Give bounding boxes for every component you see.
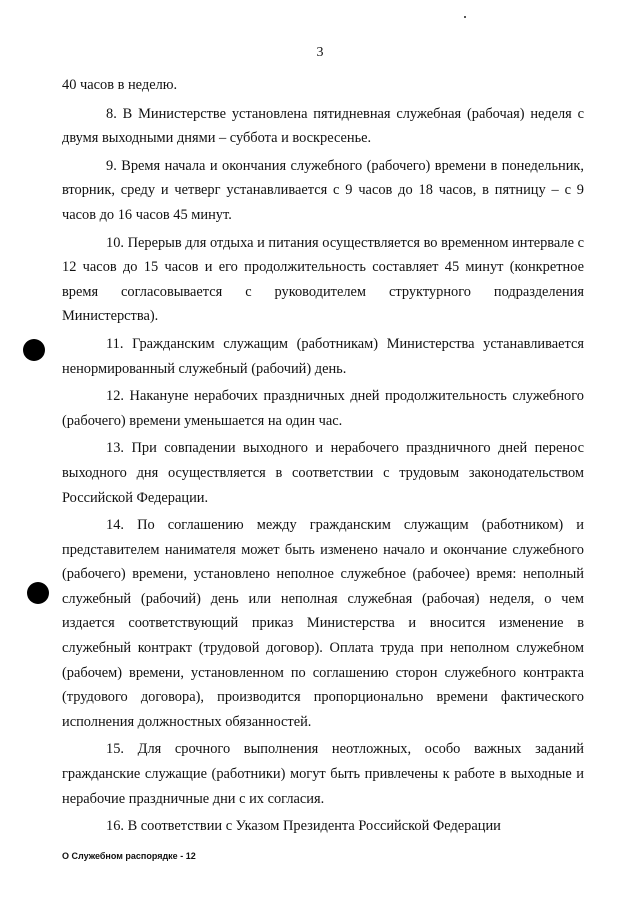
paragraph-15: 15. Для срочного выполнения неотложных, особо важных заданий гражданские служащие (работники) могут быть привлечены к работе в выходные и нерабочие праздничные дни с их согласия. [62,741,584,807]
scan-speck [464,16,466,18]
paragraph-11: 11. Гражданским служащим (работникам) Министерства устанавливается ненормированный служебный (рабочий) день. [62,335,584,377]
footer-filename: О Служебном распорядке - 12 [62,851,196,861]
paragraph-14: 14. По соглашению между гражданским служащим (работником) и представителем нанимателя может быть изменено начало и окончание служебного (рабочего) времени, установлено неполное служебное (рабочее) время: неполный служебный (рабочий) день или неполная служебная (рабочая) неделя, о чем издается соответствующий приказ Министерства и вносится изменение в служебный контракт (трудовой договор). Оплата труда при неполном служебном (рабочем) времени, установленном по соглашению сторон служебного контракта (трудового договора), производится пропорционально времени фактического исполнения должностных обязанностей. [62,517,584,730]
paragraph-12: 12. Накануне нерабочих праздничных дней продолжительность служебного (рабочего) времени уменьшается на один час. [62,388,584,429]
punch-hole [23,339,45,361]
paragraph-8: 8. В Министерстве установлена пятидневная служебная (рабочая) неделя с двумя выходными днями – суббота и воскресенье. [62,105,584,147]
page-number: 3 [316,45,324,60]
paragraph-10: 10. Перерыв для отдыха и питания осуществляется во временном интервале с 12 часов до 15 часов и его продолжительность составляет 45 минут (конкретное время согласовывается с руководителем структурного подразделения Министерства). [62,234,584,325]
paragraph-continuation: 40 часов в неделю. [62,77,178,93]
punch-hole [27,582,49,604]
paragraph-13: 13. При совпадении выходного и нерабочего праздничного дней перенос выходного дня осуществляется в соответствии с трудовым законодательством Российской Федерации. [62,440,584,506]
paragraph-16: 16. В соответствии с Указом Президента Российской Федерации [106,818,501,835]
paragraph-9: 9. Время начала и окончания служебного (рабочего) времени в понедельник, вторник, среду и четверг устанавливается с 9 часов до 18 часов, в пятницу – с 9 часов до 16 часов 45 минут. [62,157,584,223]
document-body [62,73,584,842]
